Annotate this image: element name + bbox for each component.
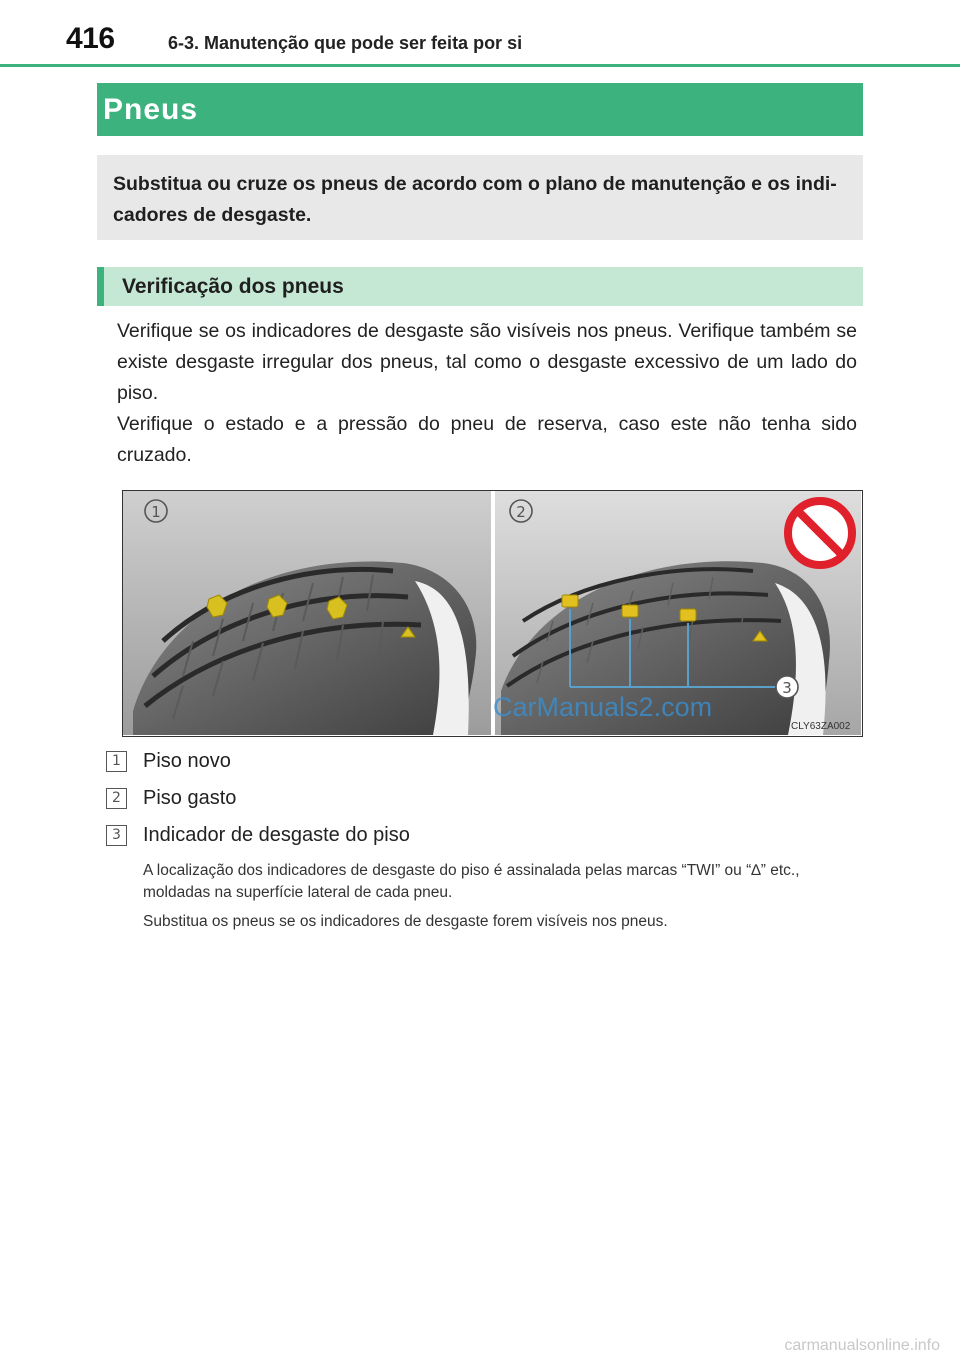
legend-label: Piso gasto xyxy=(143,787,237,809)
legend-number: 3 xyxy=(106,825,127,846)
note-1: A localização dos indicadores de desgaste do piso é assinalada pelas marcas “TWI” ou “∆” etc., moldadas na superfície lateral de cada pneu. xyxy=(143,862,800,901)
prohibited-icon xyxy=(788,501,852,565)
callout-3-label: 3 xyxy=(782,679,792,697)
legend-item xyxy=(106,780,866,817)
paragraph-1: Verifique se os indicadores de desgaste são visíveis nos pneus. Verifique também se existe desgaste irregular dos pneus, tal como o desgaste excessivo de um lado do piso. xyxy=(117,320,857,404)
header-rule xyxy=(0,64,960,67)
figure-code: CLY63ZA002 xyxy=(791,721,851,732)
legend-item xyxy=(106,817,866,854)
running-head: 6-3. Manutenção que pode ser feita por si xyxy=(168,33,523,53)
note-2: Substitua os pneus se os indicadores de desgaste forem visíveis nos pneus. xyxy=(143,913,668,930)
paragraph-2: Verifique o estado e a pressão do pneu de reserva, caso este não tenha sido cruzado. xyxy=(117,413,857,466)
tire-figure xyxy=(122,490,863,737)
page-number: 416 xyxy=(66,22,115,55)
legend-number: 1 xyxy=(106,751,127,772)
section-title: Pneus xyxy=(97,83,863,136)
callout-2-label: 2 xyxy=(516,503,526,521)
footer-watermark: carmanualsonline.info xyxy=(784,1337,940,1354)
intro-box: Substitua ou cruze os pneus de acordo com o plano de manutenção e os indi-cadores de desgaste. xyxy=(97,155,863,240)
legend xyxy=(106,743,866,854)
figure-watermark: CarManuals2.com xyxy=(493,692,713,722)
callout-1-label: 1 xyxy=(151,503,161,521)
new-tread-tire-illustration xyxy=(123,491,491,735)
legend-label: Indicador de desgaste do piso xyxy=(143,824,410,846)
legend-label: Piso novo xyxy=(143,750,231,772)
body-text xyxy=(117,316,857,471)
subsection-title: Verificação dos pneus xyxy=(97,267,863,306)
notes xyxy=(143,860,865,940)
legend-number: 2 xyxy=(106,788,127,809)
legend-item xyxy=(106,743,866,780)
